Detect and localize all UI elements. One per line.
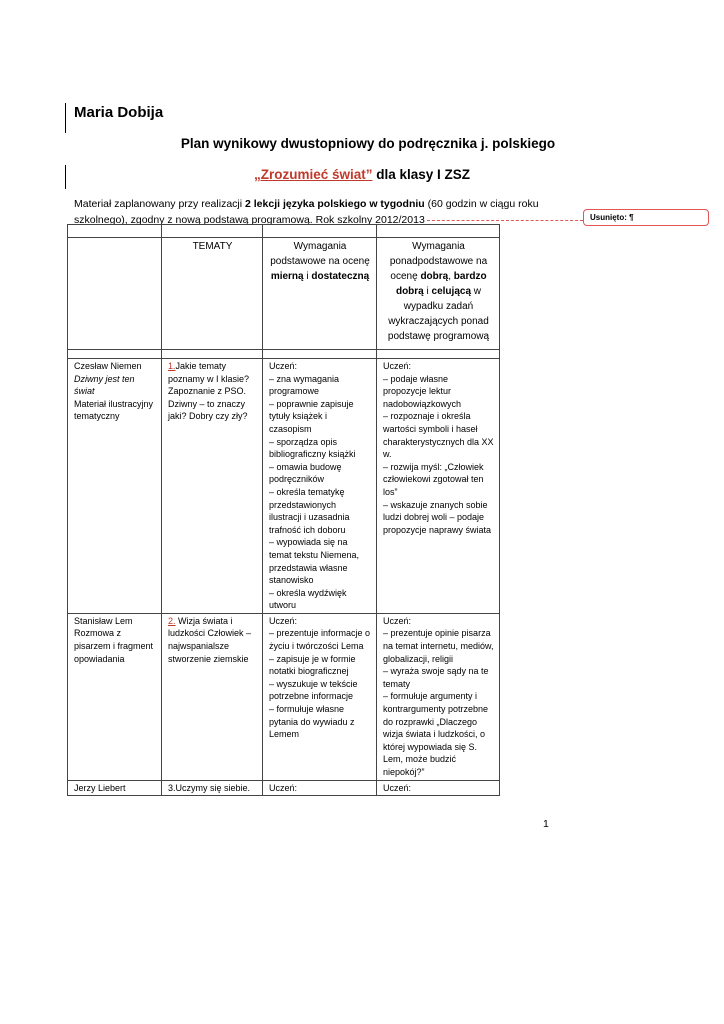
source-cell: [68, 780, 162, 796]
requirement-line: – rozwija myśl: „Człowiek człowiekowi zgotował ten los”: [383, 461, 484, 497]
document-subtitle: [0, 167, 724, 182]
topic-cell: [162, 780, 263, 796]
source-author: Jerzy Liebert: [74, 782, 126, 793]
plan-table: [67, 224, 500, 796]
requirement-line: – wskazuje znanych sobie ludzi dobrej woli – podaje propozycje naprawy świata: [383, 499, 492, 535]
advanced-requirements-cell: [377, 359, 500, 614]
requirement-line: Uczeń:: [269, 615, 298, 626]
requirement-line: – prezentuje opinie pisarza na temat internetu, mediów, globalizacji, religii: [383, 628, 494, 664]
requirement-line: – zna wymagania programowe: [269, 373, 340, 397]
table-row: [68, 225, 500, 238]
basic-requirements-cell: [263, 359, 377, 614]
source-cell: [68, 359, 162, 614]
topic-text: Wizja świata i ludzkości Człowiek – najwspanialsze stworzenie ziemskie: [168, 615, 252, 664]
author-name: Maria Dobija: [74, 104, 164, 121]
table-row: [68, 613, 500, 780]
source-title: Rozmowa z pisarzem i fragment opowiadania: [74, 628, 154, 664]
header-cell-basic: Wymagania podstawowe na ocenę mierną i dostateczną: [263, 238, 377, 350]
source-title: Dziwny jest ten świat: [74, 373, 135, 397]
requirement-line: – formułuje argumenty i kontrargumenty potrzebne do rozprawki „Dlaczego wizja świata i ludzkości, o której wypowiada się S. Lem, może budzić niepokój?”: [383, 691, 489, 777]
requirement-line: Uczeń:: [383, 615, 412, 626]
change-bar: [65, 103, 66, 133]
source-author: Stanisław Lem: [74, 615, 133, 626]
intro-text: (60 godzin w ciągu roku: [424, 198, 539, 210]
requirement-line: – poprawnie zapisuje tytuły książek i czasopism: [269, 398, 354, 434]
requirement-line: – określa tematykę przedstawionych ilustracji i uzasadnia trafność ich doboru: [269, 486, 350, 535]
comment-connector: [427, 220, 583, 221]
table-row: [68, 359, 500, 614]
basic-requirements-cell: [263, 613, 377, 780]
basic-requirements-cell: [263, 780, 377, 796]
table-header-row: [68, 238, 500, 350]
lesson-number: 2.: [168, 615, 176, 626]
advanced-requirements-cell: [377, 613, 500, 780]
intro-text: Materiał zaplanowany przy realizacji: [74, 198, 245, 210]
advanced-requirements-cell: [377, 780, 500, 796]
header-cell: [68, 238, 162, 350]
table-row: [68, 780, 500, 796]
table-row: [68, 350, 500, 359]
requirement-line: – zapisuje je w formie notatki biograficznej: [269, 653, 356, 677]
revision-comment-balloon[interactable]: Usunięto: ¶: [583, 209, 709, 226]
intro-bold-text: 2 lekcji języka polskiego w tygodniu: [245, 198, 425, 210]
requirement-line: – sporządza opis bibliograficzny książki: [269, 436, 356, 460]
source-cell: [68, 613, 162, 780]
requirement-line: – prezentuje informacje o życiu i twórczości Lema: [269, 628, 371, 652]
requirement-line: – wyszukuje w tekście potrzebne informacje: [269, 678, 358, 702]
requirement-line: – wypowiada się na temat tekstu Niemena, przedstawia własne stanowisko: [269, 537, 360, 586]
requirement-line: – rozpoznaje i określa wartości symboli i haseł charakterystycznych dla XX w.: [383, 411, 494, 460]
header-cell-topics: TEMATY: [162, 238, 263, 350]
requirement-line: Uczeń:: [269, 361, 298, 371]
source-author: Czesław Niemen: [74, 361, 142, 371]
topic-text: Jakie tematy poznamy w I klasie? Zapoznanie z PSO. Dziwny – to znaczy jaki? Dobry czy zły?: [168, 361, 250, 422]
lesson-number: 1.: [168, 361, 176, 371]
requirement-line: Uczeń:: [383, 782, 412, 793]
requirement-line: – omawia budowę podręczników: [269, 461, 342, 485]
topic-text: 3.Uczymy się siebie.: [168, 782, 251, 793]
page-number: 1: [543, 818, 549, 830]
tracked-change-text: „Zrozumieć świat”: [253, 167, 373, 182]
requirement-line: Uczeń:: [269, 782, 298, 793]
document-title: Plan wynikowy dwustopniowy do podręcznika j. polskiego: [180, 136, 556, 151]
requirement-line: Uczeń:: [383, 361, 412, 371]
requirement-line: – określa wydźwięk utworu: [269, 587, 347, 611]
topic-cell: [162, 359, 263, 614]
requirement-line: – formułuje własne pytania do wywiadu z Lemem: [269, 704, 355, 740]
requirement-line: – podaje własne propozycje lektur nadobowiązkowych: [383, 373, 462, 409]
header-cell-advanced: Wymagania ponadpodstawowe na ocenę dobrą, bardzo dobrą i celującą w wypadku zadań wykraczających ponad podstawę programową: [377, 238, 500, 350]
subtitle-rest: dla klasy I ZSZ: [372, 167, 471, 182]
intro-text: szkolnego), zgodny z nową podstawą programową. Rok szkolny 2012/2013: [74, 214, 425, 226]
topic-cell: [162, 613, 263, 780]
requirement-line: – wyraża swoje sądy na te tematy: [383, 666, 489, 689]
source-note: Materiał ilustracyjny tematyczny: [74, 398, 154, 422]
